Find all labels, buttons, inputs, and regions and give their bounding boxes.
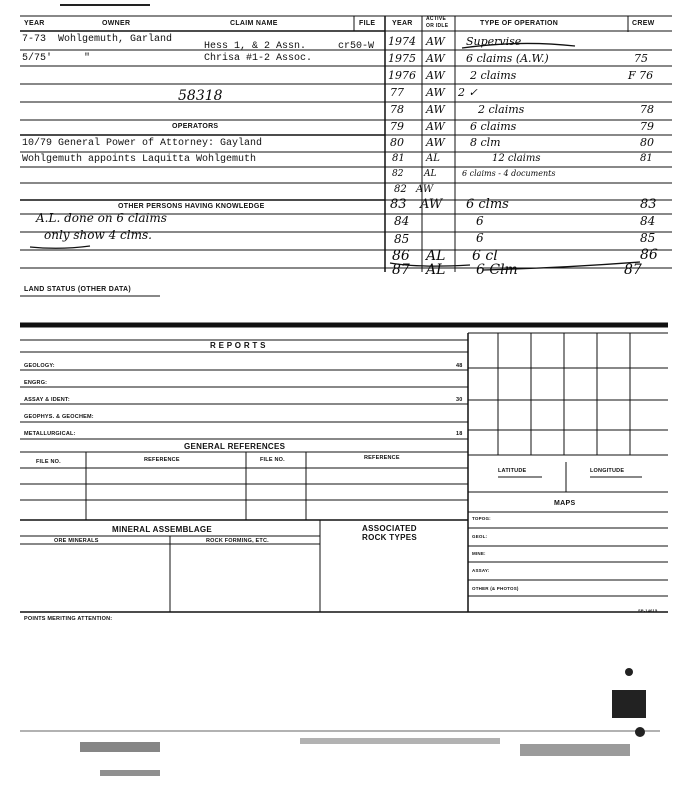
- gr-reference: REFERENCE: [144, 457, 180, 463]
- gr-file-no-2: FILE NO.: [260, 457, 285, 463]
- activity-year: 86: [392, 248, 410, 264]
- activity-active: AW: [420, 197, 443, 212]
- mineral-assemblage-title: MINERAL ASSEMBLAGE: [112, 525, 213, 534]
- header-type-of-operation: TYPE OF OPERATION: [480, 20, 559, 27]
- claim-name-1: Hess 1, & 2 Assn.: [204, 41, 307, 52]
- header-or-idle: OR IDLE: [426, 23, 449, 29]
- associated-label: ASSOCIATED: [362, 524, 417, 533]
- activity-operation: 2 claims: [478, 103, 525, 116]
- activity-year: 80: [390, 136, 404, 149]
- owner-year-2: 5/75': [22, 53, 53, 64]
- maps-geol: GEOL:: [472, 534, 488, 539]
- activity-active: AL: [426, 153, 440, 164]
- maps-title: MAPS: [554, 500, 576, 507]
- activity-active: AW: [416, 184, 434, 195]
- activity-active: AL: [424, 169, 437, 179]
- activity-year: 1974: [388, 35, 416, 48]
- report-assay: ASSAY & IDENT:: [24, 397, 70, 403]
- activity-operation: 6 clms: [466, 197, 509, 212]
- header-active: ACTIVE: [426, 16, 447, 22]
- activity-crew: 80: [640, 136, 654, 149]
- activity-crew: 86: [640, 247, 658, 263]
- activity-crew: 87: [624, 262, 642, 278]
- header-year-2: YEAR: [392, 20, 413, 27]
- report-geology-code: 48: [456, 363, 463, 369]
- report-geophys: GEOPHYS. & GEOCHEM:: [24, 414, 94, 420]
- activity-operation: 6 claims (A.W.): [466, 52, 549, 65]
- activity-crew: 84: [640, 214, 656, 228]
- header-claim-name: CLAIM NAME: [230, 20, 278, 27]
- activity-operation: 2 ✓: [458, 86, 478, 99]
- activity-active: AW: [426, 52, 445, 65]
- activity-operation: 6 claims: [470, 120, 517, 133]
- latitude-label: LATITUDE: [498, 468, 527, 474]
- activity-operation: 6 claims - 4 documents: [462, 169, 556, 178]
- activity-operation: 8 clm: [470, 136, 501, 149]
- maps-mine: MINE:: [472, 551, 486, 556]
- activity-active: AW: [426, 120, 445, 133]
- activity-operation: 6 Clm: [476, 262, 518, 278]
- owner-name-1: Wohlgemuth, Garland: [58, 34, 173, 45]
- activity-operation: 6: [476, 231, 484, 245]
- activity-operation: 6: [476, 214, 484, 228]
- owner-year-1: 7-73: [22, 34, 47, 45]
- header-owner: OWNER: [102, 20, 131, 27]
- land-status-label: LAND STATUS (OTHER DATA): [24, 286, 132, 293]
- operators-line-2: Wohlgemuth appoints Laquitta Wohlgemuth: [22, 154, 257, 165]
- activity-year: 81: [392, 153, 405, 164]
- other-persons-note-1: A.L. done on 6 claims: [36, 211, 167, 225]
- activity-crew: 78: [640, 103, 654, 116]
- operators-line-1: 10/79 General Power of Attorney: Gayland: [22, 138, 263, 149]
- activity-crew: F 76: [628, 69, 654, 82]
- activity-year: 78: [390, 103, 404, 116]
- activity-active: AL: [426, 248, 446, 264]
- rock-types-label: ROCK TYPES: [362, 533, 418, 542]
- activity-active: AW: [426, 69, 445, 82]
- maps-assay: ASSAY:: [472, 568, 490, 573]
- gr-file-no: FILE NO.: [36, 459, 61, 465]
- points-meriting-attention: POINTS MERITING ATTENTION:: [24, 616, 113, 622]
- activity-year: 77: [390, 86, 404, 99]
- activity-crew: 75: [634, 52, 648, 65]
- header-year: YEAR: [24, 20, 45, 27]
- activity-active: AW: [426, 35, 445, 48]
- activity-year: 82: [392, 169, 404, 179]
- other-persons-title: OTHER PERSONS HAVING KNOWLEDGE: [118, 203, 265, 210]
- activity-crew: 83: [640, 197, 657, 212]
- report-assay-code: 30: [456, 397, 463, 403]
- rock-forming-label: ROCK FORMING, ETC.: [206, 538, 269, 544]
- owner-name-2: ": [84, 53, 91, 64]
- activity-active: AL: [426, 262, 446, 278]
- claim-name-2: Chrisa #1-2 Assoc.: [204, 53, 313, 64]
- activity-operation: Supervise: [466, 35, 522, 48]
- file-1: cr50-W: [338, 41, 375, 52]
- activity-year: 87: [392, 262, 410, 278]
- activity-crew: 81: [640, 153, 653, 164]
- activity-year: 1975: [388, 52, 416, 65]
- activity-crew: 79: [640, 120, 654, 133]
- maps-topog: TOPOG:: [472, 516, 491, 521]
- report-geology: GEOLOGY:: [24, 363, 55, 369]
- gr-reference-2: REFERENCE: [364, 455, 400, 461]
- activity-operation: 2 claims: [470, 69, 517, 82]
- general-references-title: GENERAL REFERENCES: [184, 442, 286, 451]
- activity-active: AW: [426, 86, 445, 99]
- activity-year: 79: [390, 120, 404, 133]
- form-code: SP-14615: [638, 608, 658, 613]
- activity-year: 85: [394, 232, 410, 246]
- header-file: FILE: [359, 20, 376, 27]
- reports-title: R E P O R T S: [210, 341, 266, 350]
- report-engrg: ENGRG:: [24, 380, 48, 386]
- longitude-label: LONGITUDE: [590, 468, 625, 474]
- operators-title: OPERATORS: [172, 123, 219, 130]
- activity-operation: 12 claims: [492, 153, 541, 164]
- activity-year: 83: [390, 197, 407, 212]
- activity-active: AW: [426, 103, 445, 116]
- activity-crew: 85: [640, 231, 656, 245]
- activity-year: 82: [394, 184, 407, 195]
- handwritten-number: 58318: [178, 88, 223, 104]
- other-persons-note-2: only show 4 clms.: [44, 228, 152, 242]
- ore-minerals-label: ORE MINERALS: [54, 538, 99, 544]
- header-crew: CREW: [632, 20, 655, 27]
- report-metallurgical: METALLURGICAL:: [24, 431, 76, 437]
- report-metallurgical-code: 18: [456, 431, 463, 437]
- activity-year: 1976: [388, 69, 416, 82]
- activity-year: 84: [394, 214, 410, 228]
- maps-other: OTHER (& PHOTOS): [472, 586, 519, 591]
- activity-operation: 6 cl: [472, 248, 498, 264]
- activity-active: AW: [426, 136, 445, 149]
